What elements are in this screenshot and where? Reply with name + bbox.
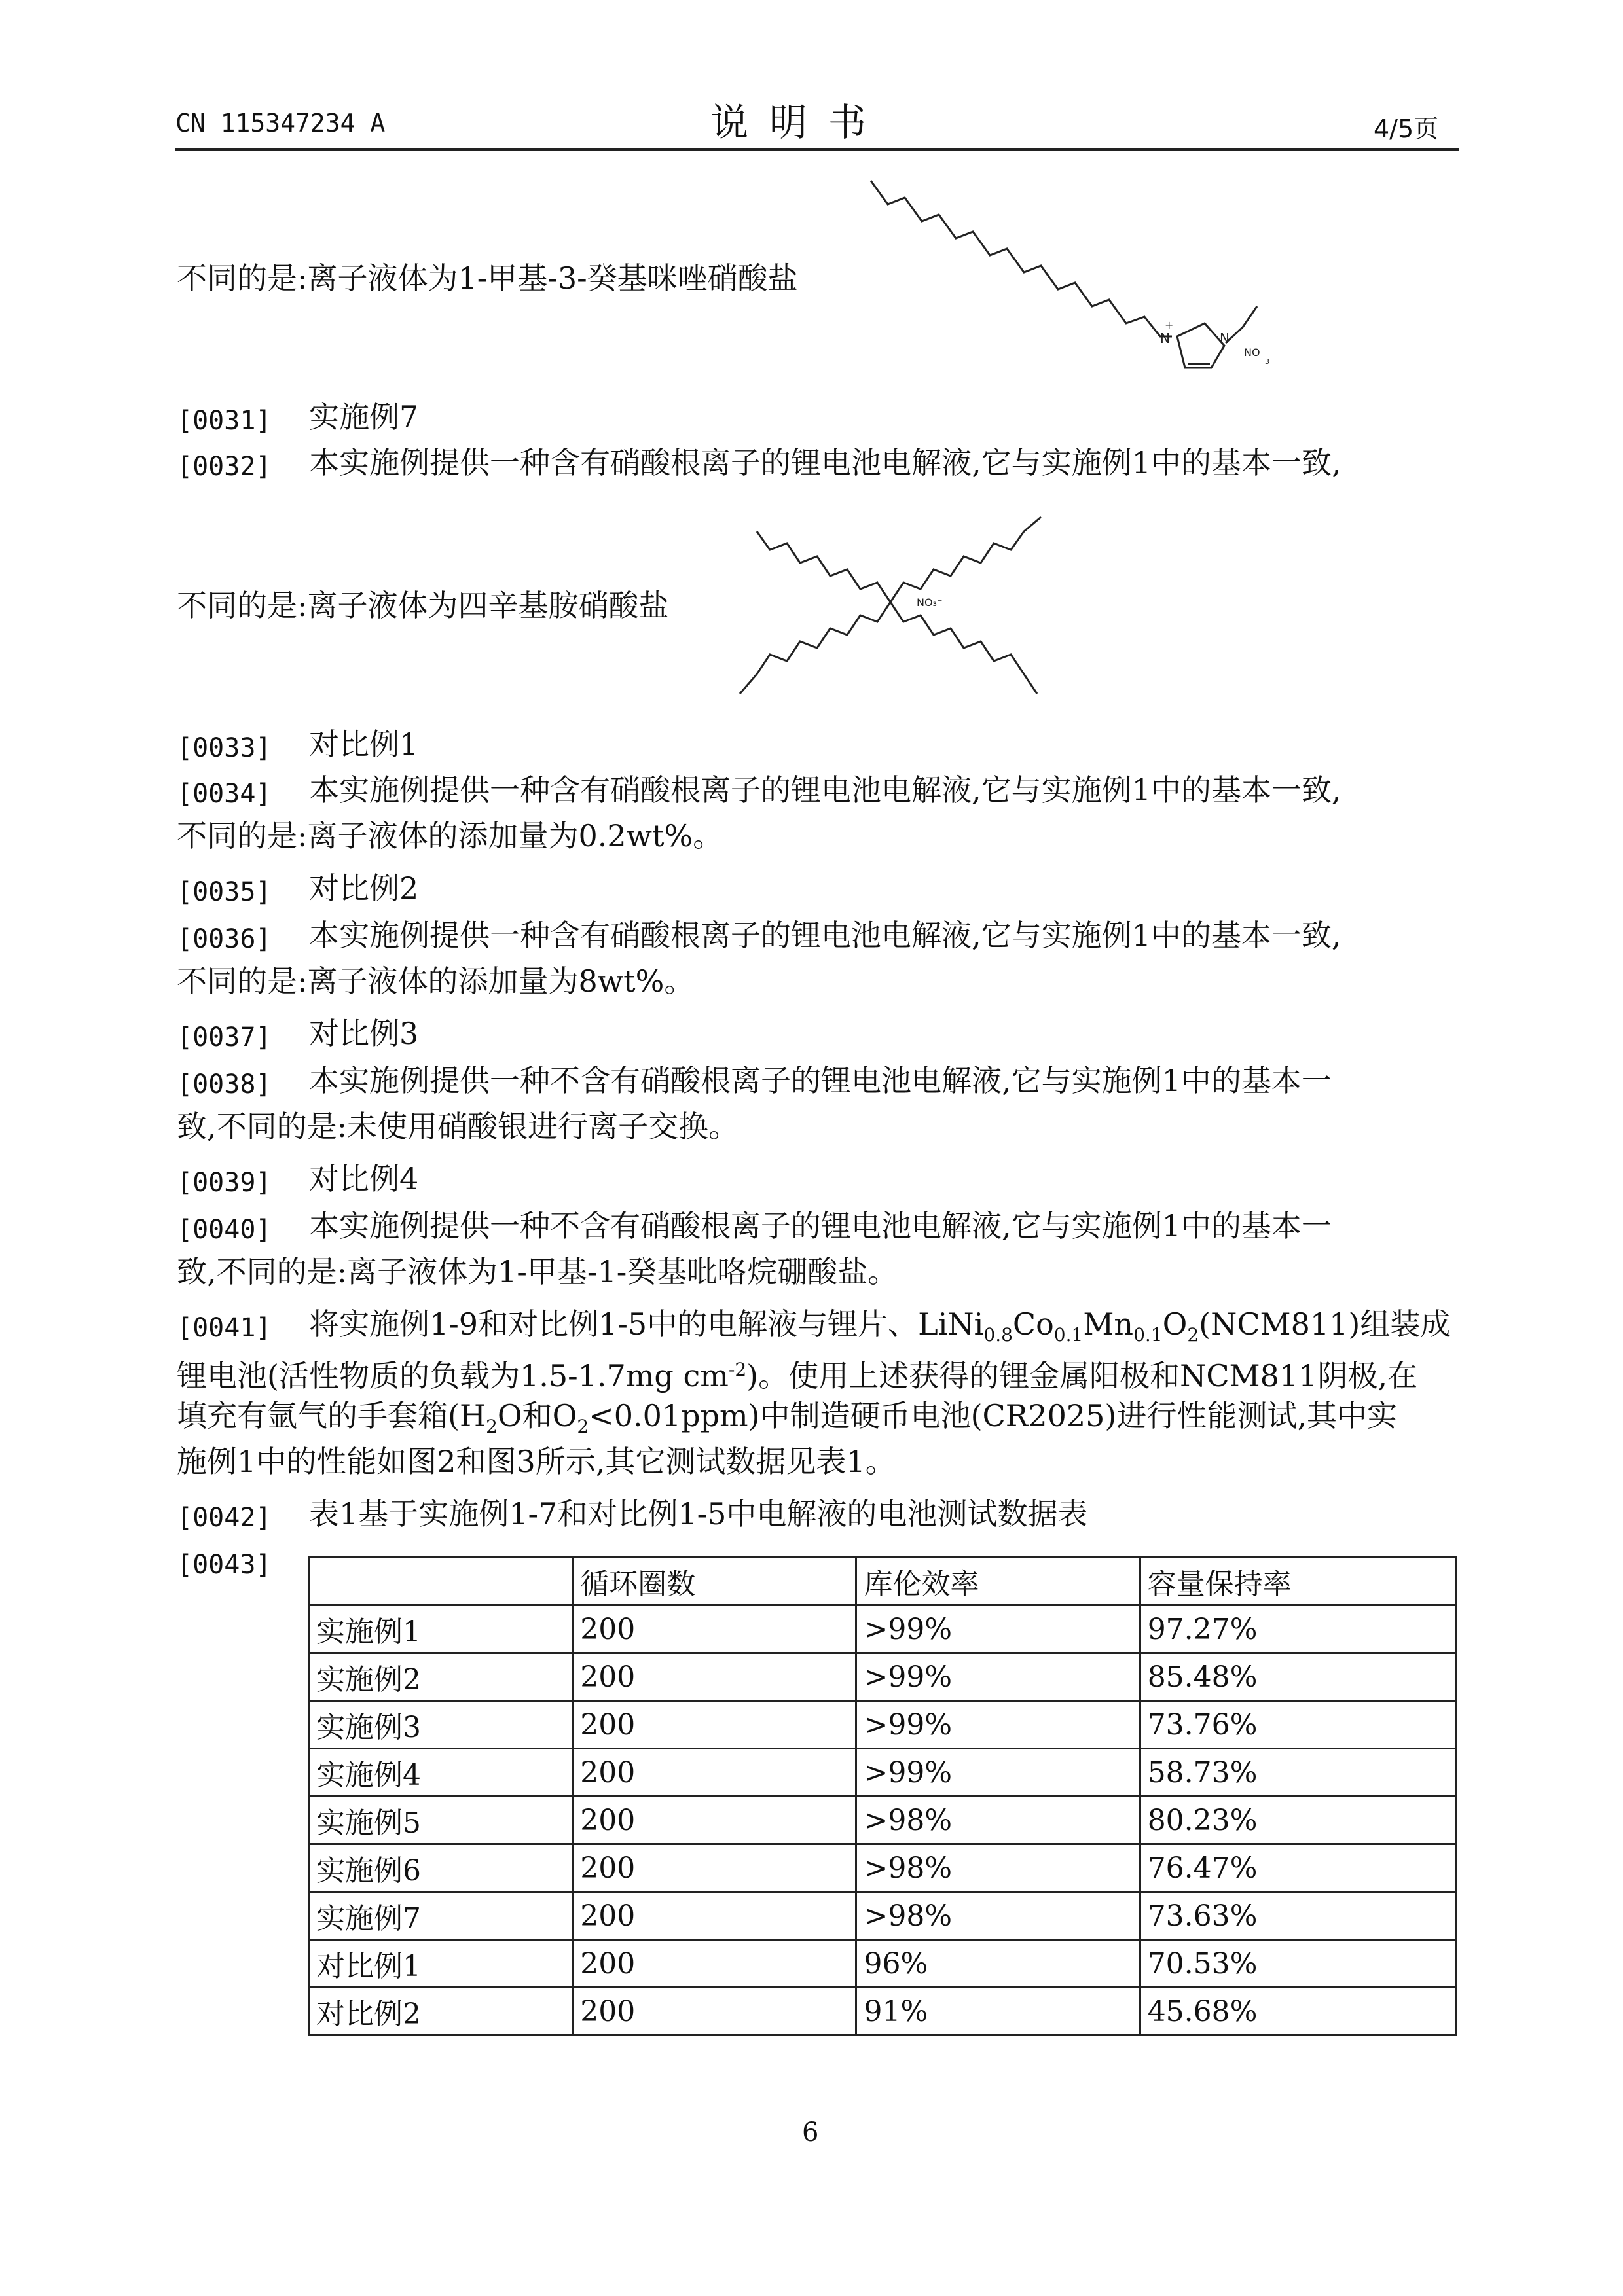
table-cell: 80.23% (1140, 1797, 1456, 1844)
table-cell: 200 (573, 1797, 856, 1844)
table-cell: 实施例3 (309, 1701, 573, 1749)
paragraph-text: 将实施例1-9和对比例1-5中的电解液与锂片、$LiNi_{0.8}Co_{0.1}Mn_{0.1}O_2(NCM811)$组装成 (309, 1306, 1451, 1346)
paragraph-text: 本实施例提供一种含有硝酸根离子的锂电池电解液,它与实施例1中的基本一致, (309, 445, 1341, 480)
table-caption: 表1基于实施例1-7和对比例1-5中电解液的电池测试数据表 (309, 1496, 1088, 1532)
document-title: 说明书 (710, 100, 888, 145)
table-cell: 实施例1 (309, 1605, 573, 1653)
paragraph-text: 实施例7 (309, 399, 419, 435)
patent-number: CN 115347234 A (175, 109, 386, 137)
table-cell: 200 (573, 1988, 856, 2036)
table-cell: 73.63% (1140, 1892, 1456, 1940)
table-cell: 实施例6 (309, 1844, 573, 1892)
paragraph-text: 对比例2 (309, 870, 419, 906)
paragraph-number: [0033] (177, 733, 272, 763)
table-row (309, 1844, 1457, 1892)
paragraph-text: 对比例1 (309, 726, 419, 762)
table-row (309, 1653, 1457, 1701)
decyl-methylimidazolium-nitrate-structure (864, 171, 1270, 387)
table-cell: 200 (573, 1940, 856, 1988)
table-header-cell: 循环圈数 (573, 1558, 856, 1605)
paragraph-continuation: 锂电池(活性物质的负载为1.5-1.7mg $cm^{-2}$)。使用上述获得的锂金属阳极和NCM811阴极,在 (177, 1358, 1418, 1393)
table-cell: 73.76% (1140, 1701, 1456, 1749)
table-row (309, 1940, 1457, 1988)
table-cell: >98% (856, 1797, 1140, 1844)
table-row (309, 1892, 1457, 1940)
table-cell: 200 (573, 1653, 856, 1701)
table-cell: >99% (856, 1749, 1140, 1797)
table-cell: 45.68% (1140, 1988, 1456, 2036)
paragraph-text: 本实施例提供一种含有硝酸根离子的锂电池电解液,它与实施例1中的基本一致, (309, 772, 1341, 808)
table-cell: 200 (573, 1844, 856, 1892)
page-number: 6 (802, 2117, 819, 2147)
paragraph-continuation: 致,不同的是:未使用硝酸银进行离子交换。 (177, 1109, 739, 1144)
paragraph-continuation: 施例1中的性能如图2和图3所示,其它测试数据见表1。 (177, 1444, 896, 1479)
table-cell: 实施例5 (309, 1797, 573, 1844)
table-cell: 200 (573, 1701, 856, 1749)
paragraph-number: [0031] (177, 406, 272, 436)
table-cell: >99% (856, 1605, 1140, 1653)
table-cell: 200 (573, 1749, 856, 1797)
header-rule (175, 148, 1459, 151)
table-cell: 200 (573, 1605, 856, 1653)
table-cell: 58.73% (1140, 1749, 1456, 1797)
table-cell: >99% (856, 1653, 1140, 1701)
structure1-intro: 不同的是:离子液体为1-甲基-3-癸基咪唑硝酸盐 (177, 260, 798, 296)
paragraph-continuation: 填充有氩气的手套箱($H_2O$和$O_2<0.01ppm$)中制造硬币电池(CR2025)进行性能测试,其中实 (177, 1398, 1397, 1437)
paragraph-number: [0041] (177, 1313, 272, 1343)
table-cell: 96% (856, 1940, 1140, 1988)
table-header-row (309, 1558, 1457, 1605)
anion-sub-label: 3 (1265, 357, 1269, 366)
table-row (309, 1749, 1457, 1797)
n-label: N (1220, 331, 1230, 346)
table-cell: 97.27% (1140, 1605, 1456, 1653)
table-cell: >98% (856, 1844, 1140, 1892)
paragraph-text: 对比例4 (309, 1161, 419, 1196)
table-cell: 对比例2 (309, 1988, 573, 2036)
n-plus-label: N (1160, 331, 1170, 346)
table-cell: 对比例1 (309, 1940, 573, 1988)
paragraph-text: 本实施例提供一种不含有硝酸根离子的锂电池电解液,它与实施例1中的基本一 (309, 1063, 1332, 1098)
paragraph-text: 本实施例提供一种不含有硝酸根离子的锂电池电解液,它与实施例1中的基本一 (309, 1208, 1332, 1244)
table-cell: 实施例2 (309, 1653, 573, 1701)
table-header-cell: 容量保持率 (1140, 1558, 1456, 1605)
anion-sup-label: − (1262, 346, 1269, 354)
paragraph-number: [0039] (177, 1168, 272, 1198)
paragraph-continuation: 不同的是:离子液体的添加量为8wt%。 (177, 963, 695, 999)
table-row (309, 1701, 1457, 1749)
structure2-intro: 不同的是:离子液体为四辛基胺硝酸盐 (177, 588, 669, 623)
paragraph-text: 本实施例提供一种含有硝酸根离子的锂电池电解液,它与实施例1中的基本一致, (309, 918, 1341, 953)
plus-charge-label: + (1165, 319, 1174, 331)
paragraph-number: [0040] (177, 1215, 272, 1245)
table-header-cell: 库伦效率 (856, 1558, 1140, 1605)
table-cell: >99% (856, 1701, 1140, 1749)
paragraph-continuation: 不同的是:离子液体的添加量为0.2wt%。 (177, 818, 723, 853)
table-row (309, 1797, 1457, 1844)
table-cell: 76.47% (1140, 1844, 1456, 1892)
paragraph-continuation: 致,不同的是:离子液体为1-甲基-1-癸基吡咯烷硼酸盐。 (177, 1254, 898, 1289)
anion-label: NO₃⁻ (917, 596, 943, 609)
table-cell: 200 (573, 1892, 856, 1940)
table-row (309, 1605, 1457, 1653)
paragraph-number: [0042] (177, 1503, 272, 1533)
paragraph-number: [0035] (177, 877, 272, 907)
paragraph-text: 对比例3 (309, 1016, 419, 1051)
page-indicator: 4/5页 (1374, 115, 1439, 143)
paragraph-number: [0038] (177, 1069, 272, 1100)
tetraoctylammonium-nitrate-structure (720, 497, 1061, 713)
table-cell: 实施例4 (309, 1749, 573, 1797)
table-cell: >98% (856, 1892, 1140, 1940)
anion-label: NO (1244, 346, 1260, 359)
paragraph-number: [0032] (177, 452, 272, 482)
table-cell: 85.48% (1140, 1653, 1456, 1701)
table-header-cell (309, 1558, 573, 1605)
paragraph-number: [0034] (177, 779, 272, 809)
table-cell: 91% (856, 1988, 1140, 2036)
battery-test-data-table (308, 1556, 1457, 2036)
table-cell: 70.53% (1140, 1940, 1456, 1988)
table-cell: 实施例7 (309, 1892, 573, 1940)
table-row (309, 1988, 1457, 2036)
paragraph-number: [0043] (177, 1550, 272, 1580)
paragraph-number: [0037] (177, 1022, 272, 1052)
paragraph-number: [0036] (177, 924, 272, 954)
